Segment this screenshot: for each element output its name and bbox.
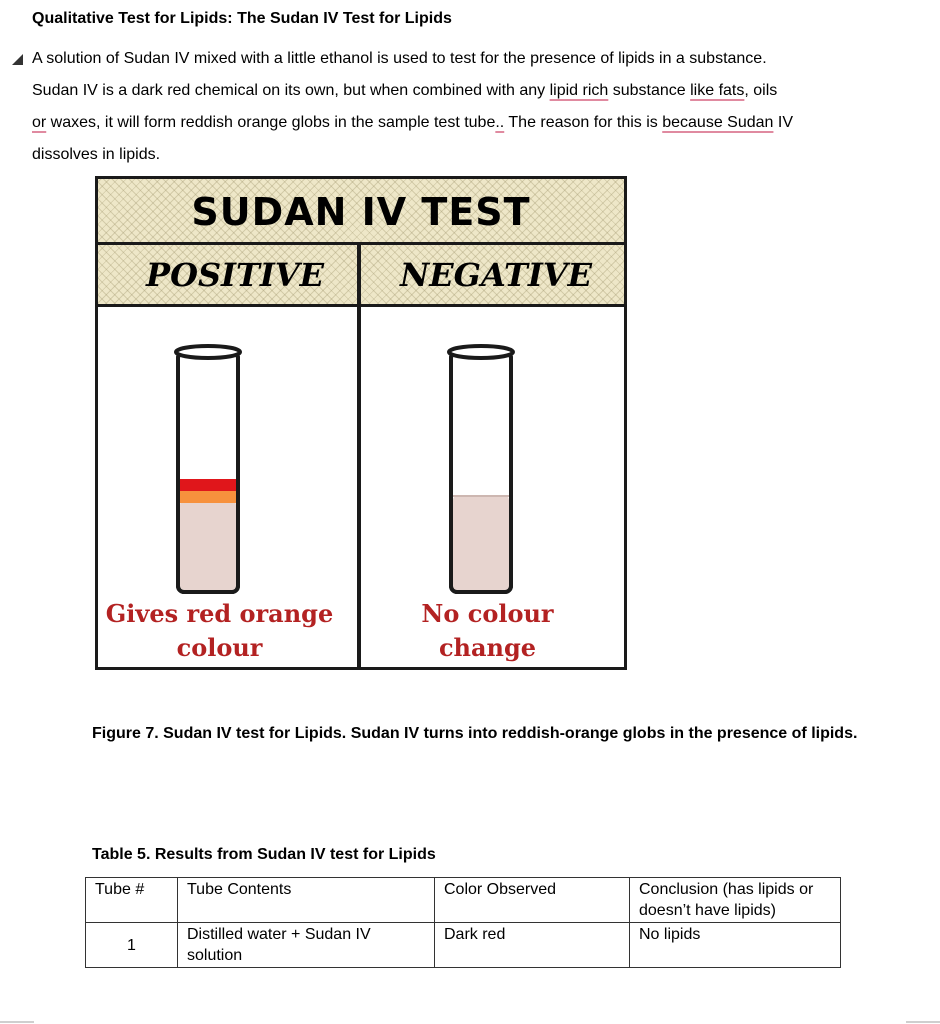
grammar-flag[interactable]: or <box>32 114 47 131</box>
table-cell[interactable]: Dark red <box>435 923 630 968</box>
grammar-flag[interactable]: lipid rich <box>549 82 609 99</box>
table-cell[interactable]: 1 <box>86 923 178 968</box>
negative-label: NEGATIVE <box>400 256 593 294</box>
figure-caption: Figure 7. Sudan IV test for Lipids. Sudan IV turns into reddish-orange globs in the presence of lipids. <box>92 725 858 742</box>
header-cell[interactable]: Conclusion (has lipids or doesn’t have lipids) <box>630 878 841 923</box>
grammar-flag[interactable]: because Sudan <box>662 114 774 131</box>
positive-test-tube-icon <box>168 342 248 602</box>
table-row <box>86 923 841 968</box>
page-edge-mark <box>906 1021 940 1023</box>
positive-label: POSITIVE <box>146 256 325 294</box>
page-edge-mark <box>0 1021 34 1023</box>
collapse-triangle-icon[interactable] <box>12 54 23 65</box>
table-cell[interactable]: Distilled water + Sudan IV solution <box>178 923 435 968</box>
grammar-flag[interactable]: .. <box>495 114 505 131</box>
figure-title: SUDAN IV TEST <box>98 179 624 245</box>
negative-test-tube-icon <box>441 342 521 602</box>
paragraph-line: A solution of Sudan IV mixed with a little ethanol is used to test for the presence of lipids in a substance. <box>32 50 767 67</box>
negative-result-text: No colour change <box>421 599 554 662</box>
header-cell[interactable]: Tube Contents <box>178 878 435 923</box>
header-cell[interactable]: Tube # <box>86 878 178 923</box>
grammar-flag[interactable]: like fats <box>690 82 745 99</box>
table-cell[interactable]: No lipids <box>630 923 841 968</box>
paragraph-line: Sudan IV is a dark red chemical on its own, but when combined with any lipid rich substance like fats, oils <box>32 82 778 99</box>
results-table <box>85 877 841 968</box>
table-caption: Table 5. Results from Sudan IV test for Lipids <box>92 846 436 863</box>
header-cell[interactable]: Color Observed <box>435 878 630 923</box>
table-header-row <box>86 878 841 923</box>
sudan-test-figure[interactable] <box>95 176 627 670</box>
intro-paragraph <box>32 43 912 171</box>
section-heading: Qualitative Test for Lipids: The Sudan IV Test for Lipids <box>32 10 452 27</box>
paragraph-line: dissolves in lipids. <box>32 146 161 163</box>
positive-result-text: Gives red orange colour <box>105 599 334 662</box>
figure-subheader <box>98 245 624 307</box>
paragraph-line: or waxes, it will form reddish orange globs in the sample test tube.. The reason for this is because Sudan IV <box>32 114 793 131</box>
